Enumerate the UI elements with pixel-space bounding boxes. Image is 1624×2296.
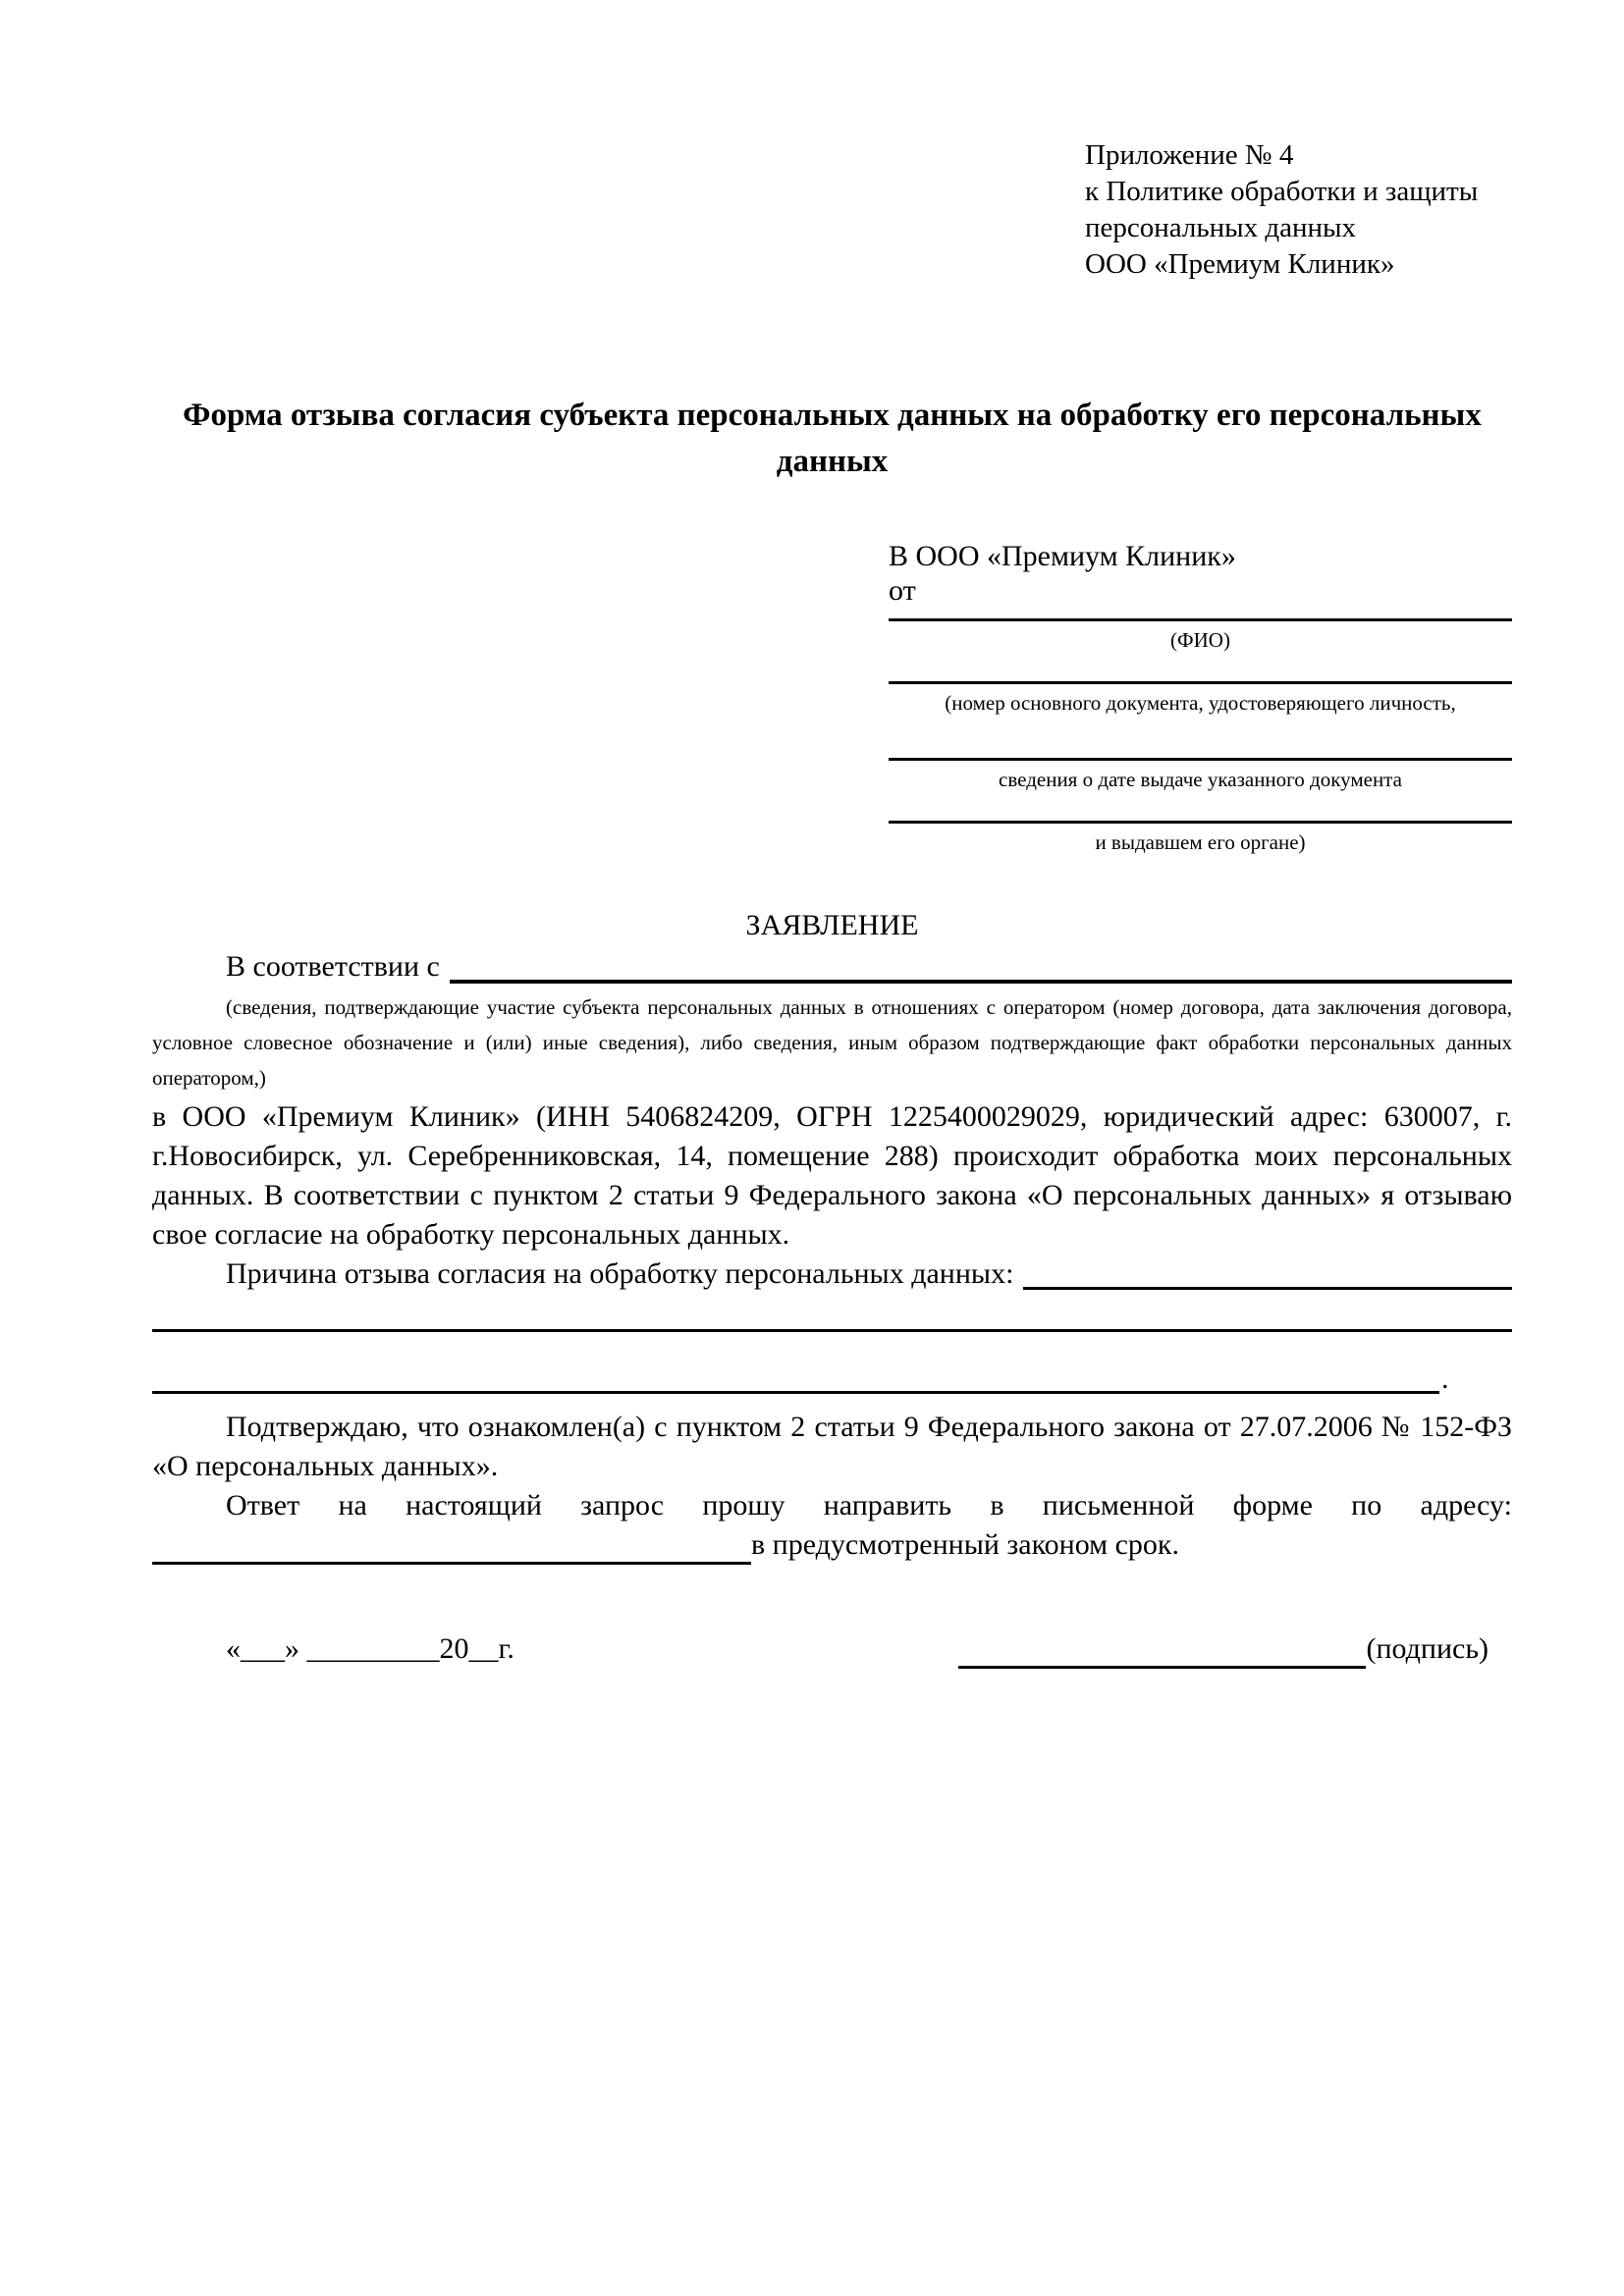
addressee-block	[889, 538, 1512, 853]
reply-address-row	[152, 1525, 1512, 1565]
addressee-from-label: от	[889, 574, 916, 607]
appendix-header-line: к Политике обработки и защиты	[1085, 176, 1479, 207]
reply-tail-text: в предусмотренный законом срок.	[751, 1528, 1179, 1561]
issue-date-field	[889, 714, 1512, 790]
reply-request-line: Ответ на настоящий запрос прошу направить в письменной форме по адресу:	[226, 1489, 1512, 1522]
date-signature-row	[152, 1629, 1512, 1669]
spacer	[889, 790, 1512, 821]
addressee-organization: В ООО «Премиум Клиник»	[889, 540, 1236, 572]
appendix-header-line: персональных данных	[1085, 212, 1357, 243]
statement-heading: ЗАЯВЛЕНИЕ	[745, 909, 919, 941]
document-title: Форма отзыва согласия субъекта персональных данных на обработку его персональных данных	[183, 398, 1482, 479]
writing-line-2	[152, 1363, 1439, 1394]
intro-text: В соответствии с	[226, 950, 440, 983]
appendix-header	[1085, 137, 1512, 283]
doc-number-label: (номер основного документа, удостоверяющего личность,	[945, 691, 1456, 715]
issue-date-label: сведения о дате выдаче указанного документа	[999, 768, 1402, 791]
issuing-authority-label: и выдавшем его органе)	[1095, 830, 1306, 854]
issue-date-blank-line	[889, 758, 1512, 761]
signature-label: (подпись)	[1366, 1632, 1489, 1665]
intro-blank-line	[450, 948, 1512, 984]
fio-blank-line	[889, 618, 1512, 621]
line-end-period: .	[1441, 1362, 1449, 1395]
doc-number-field	[889, 651, 1512, 714]
issuing-authority-blank-line	[889, 821, 1512, 824]
reason-blank-line	[1023, 1255, 1512, 1290]
body-paragraph: в ООО «Премиум Клиник» (ИНН 5406824209, ОГРН 1225400029029, юридический адрес: 630007, г. г.Новосибирск, ул. Серебренниковская, 14, помещение 288) происходит обработка моих персональных данных. В соответствии с пунктом 2 статьи 9 Федерального закона «О персональных данных» я отзываю свое согласие на обработку персональных данных.	[152, 1100, 1512, 1251]
spacer	[889, 714, 1512, 758]
note-text: (сведения, подтверждающие участие субъекта персональных данных в отношениях с оператором (номер договора, дата заключения договора, условное словесное обозначение и (или) иные сведения), либо сведения, иным образом подтверждающие факт обработки персональных данных оператором,)	[152, 995, 1512, 1090]
issuing-authority-field	[889, 790, 1512, 853]
fio-field	[889, 607, 1512, 651]
confirmation-paragraph: Подтверждаю, что ознакомлен(а) с пунктом 2 статьи 9 Федерального закона от 27.07.2006 № 152-ФЗ «О персональных данных».	[152, 1411, 1512, 1482]
intro-line	[152, 948, 1512, 986]
reason-text: Причина отзыва согласия на обработку персональных данных:	[226, 1257, 1014, 1290]
spacer	[889, 651, 1512, 681]
appendix-header-line: ООО «Премиум Клиник»	[1085, 248, 1395, 280]
reply-address-blank-line	[152, 1526, 751, 1565]
document-content	[152, 0, 1512, 1669]
reason-line	[152, 1255, 1512, 1294]
appendix-header-line: Приложение № 4	[1085, 139, 1294, 171]
writing-line-2-row	[152, 1363, 1512, 1394]
fio-label: (ФИО)	[1170, 628, 1230, 652]
signature-blank-line	[958, 1630, 1366, 1669]
spacer	[889, 607, 1512, 618]
writing-line-1	[152, 1329, 1512, 1332]
doc-number-blank-line	[889, 681, 1512, 684]
signature-area	[958, 1629, 1489, 1669]
date-blank-line: «___» _________20__г.	[226, 1632, 514, 1665]
